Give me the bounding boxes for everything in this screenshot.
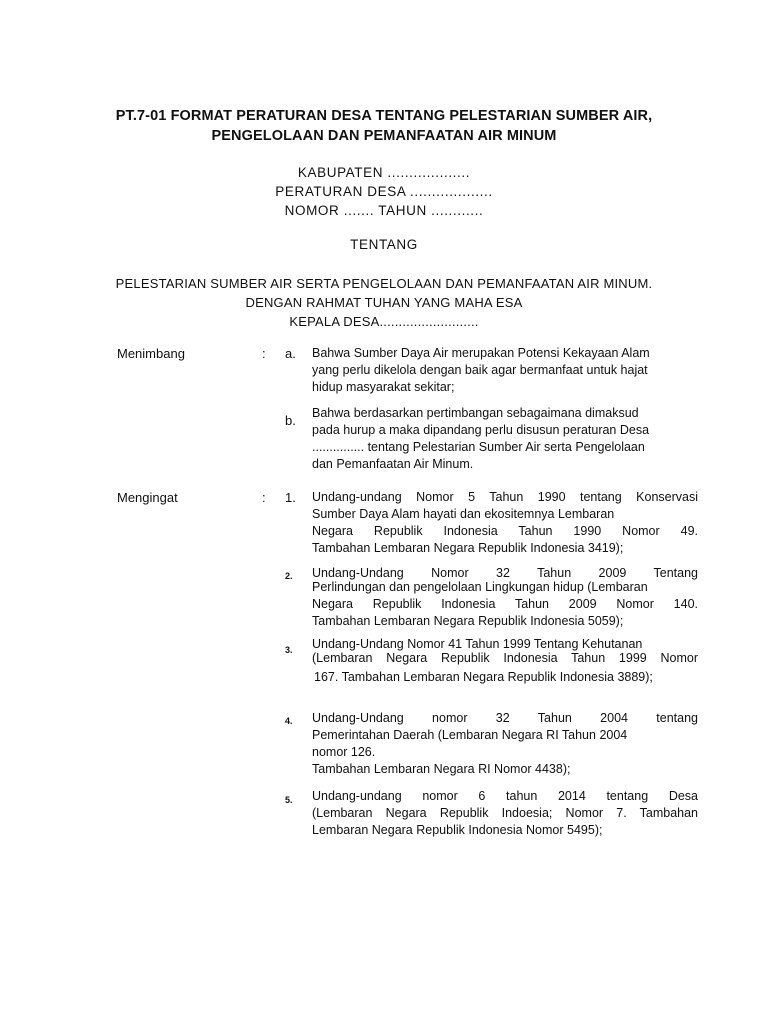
- mengingat-marker-5: 5.: [285, 795, 293, 805]
- mengingat-2-line-4: Tambahan Lembaran Negara Republik Indonesia 5059);: [312, 614, 624, 628]
- menimbang-a-line-2: yang perlu dikelola dengan baik agar bermanfaat untuk hajat: [312, 363, 648, 377]
- mengingat-1-line-2: Sumber Daya Alam hayati dan ekositemnya Lembaran: [312, 507, 615, 521]
- menimbang-colon: :: [262, 346, 266, 361]
- nomor-tahun-line: NOMOR ....... TAHUN ............: [284, 203, 484, 218]
- mengingat-marker-4: 4.: [285, 716, 293, 726]
- title-line-1: PT.7-01 FORMAT PERATURAN DESA TENTANG PELESTARIAN SUMBER AIR,: [115, 108, 653, 124]
- mengingat-item-5: [312, 788, 698, 839]
- menimbang-b-line-2: pada hurup a maka dipandang perlu disusun peraturan Desa: [312, 423, 650, 437]
- peraturan-desa-line: PERATURAN DESA ...................: [275, 184, 493, 199]
- mengingat-label: Mengingat: [117, 490, 178, 505]
- mengingat-4-line-4: Tambahan Lembaran Negara RI Nomor 4438);: [312, 762, 571, 776]
- mengingat-2-line-2: Perlindungan dan pengelolaan Lingkungan hidup (Lembaran: [312, 580, 648, 594]
- menimbang-b-line-1: Bahwa berdasarkan pertimbangan sebagaimana dimaksud: [312, 406, 639, 420]
- menimbang-marker-b: b.: [285, 413, 296, 428]
- menimbang-label: Menimbang: [117, 346, 185, 361]
- menimbang-b-line-3: ............... tentang Pelestarian Sumber Air serta Pengelolaan: [312, 440, 645, 454]
- rahmat-line: DENGAN RAHMAT TUHAN YANG MAHA ESA: [245, 295, 523, 310]
- mengingat-5-line-2: (Lembaran Negara Republik Indoesia; Nomor 7. Tambahan: [312, 806, 698, 820]
- mengingat-marker-2: 2.: [285, 571, 293, 581]
- menimbang-a-line-1: Bahwa Sumber Daya Air merupakan Potensi Kekayaan Alam: [312, 346, 650, 360]
- mengingat-item-1: [312, 489, 698, 557]
- mengingat-item-3: [312, 636, 698, 686]
- mengingat-colon: :: [262, 490, 266, 505]
- mengingat-5-line-1: Undang-undang nomor 6 tahun 2014 tentang Desa: [312, 789, 698, 803]
- kepala-desa-line: KEPALA DESA..........................: [289, 314, 479, 329]
- mengingat-2-line-3: Negara Republik Indonesia Tahun 2009 Nomor 140.: [312, 597, 698, 611]
- menimbang-a-line-3: hidup masyarakat sekitar;: [312, 380, 455, 394]
- document-title: [60, 106, 708, 146]
- menimbang-item-a: [312, 345, 698, 396]
- mengingat-3-line-3: 167. Tambahan Lembaran Negara Republik Indonesia 3889);: [314, 670, 653, 684]
- mengingat-marker-3: 3.: [285, 645, 293, 655]
- mengingat-5-line-3: Lembaran Negara Republik Indonesia Nomor 5495);: [312, 823, 603, 837]
- mengingat-4-line-3: nomor 126.: [312, 745, 376, 759]
- menimbang-b-line-4: dan Pemanfaatan Air Minum.: [312, 457, 474, 471]
- subject-line: PELESTARIAN SUMBER AIR SERTA PENGELOLAAN DAN PEMANFAATAN AIR MINUM.: [115, 276, 653, 291]
- menimbang-marker-a: a.: [285, 346, 296, 361]
- menimbang-item-b: [312, 405, 698, 473]
- mengingat-3-line-1: Undang-Undang Nomor 41 Tahun 1999 Tentang Kehutanan: [312, 637, 643, 651]
- mengingat-marker-1: 1.: [285, 490, 296, 505]
- tentang-line: TENTANG: [350, 237, 418, 252]
- mengingat-item-4: [312, 710, 698, 778]
- mengingat-1-line-3: Negara Republik Indonesia Tahun 1990 Nomor 49.: [312, 524, 698, 538]
- mengingat-1-line-4: Tambahan Lembaran Negara Republik Indonesia 3419);: [312, 541, 624, 555]
- mengingat-3-line-2: (Lembaran Negara Republik Indonesia Tahun 1999 Nomor: [312, 651, 698, 665]
- mengingat-1-line-1: Undang-undang Nomor 5 Tahun 1990 tentang Konservasi: [312, 490, 698, 504]
- kabupaten-line: KABUPATEN ...................: [297, 165, 471, 180]
- title-line-2: PENGELOLAAN DAN PEMANFAATAN AIR MINUM: [211, 128, 557, 144]
- mengingat-2-line-1: Undang-Undang Nomor 32 Tahun 2009 Tentang: [312, 566, 698, 580]
- mengingat-item-2: [312, 565, 698, 630]
- mengingat-4-line-2: Pemerintahan Daerah (Lembaran Negara RI Tahun 2004: [312, 728, 628, 742]
- mengingat-4-line-1: Undang-Undang nomor 32 Tahun 2004 tentang: [312, 711, 698, 725]
